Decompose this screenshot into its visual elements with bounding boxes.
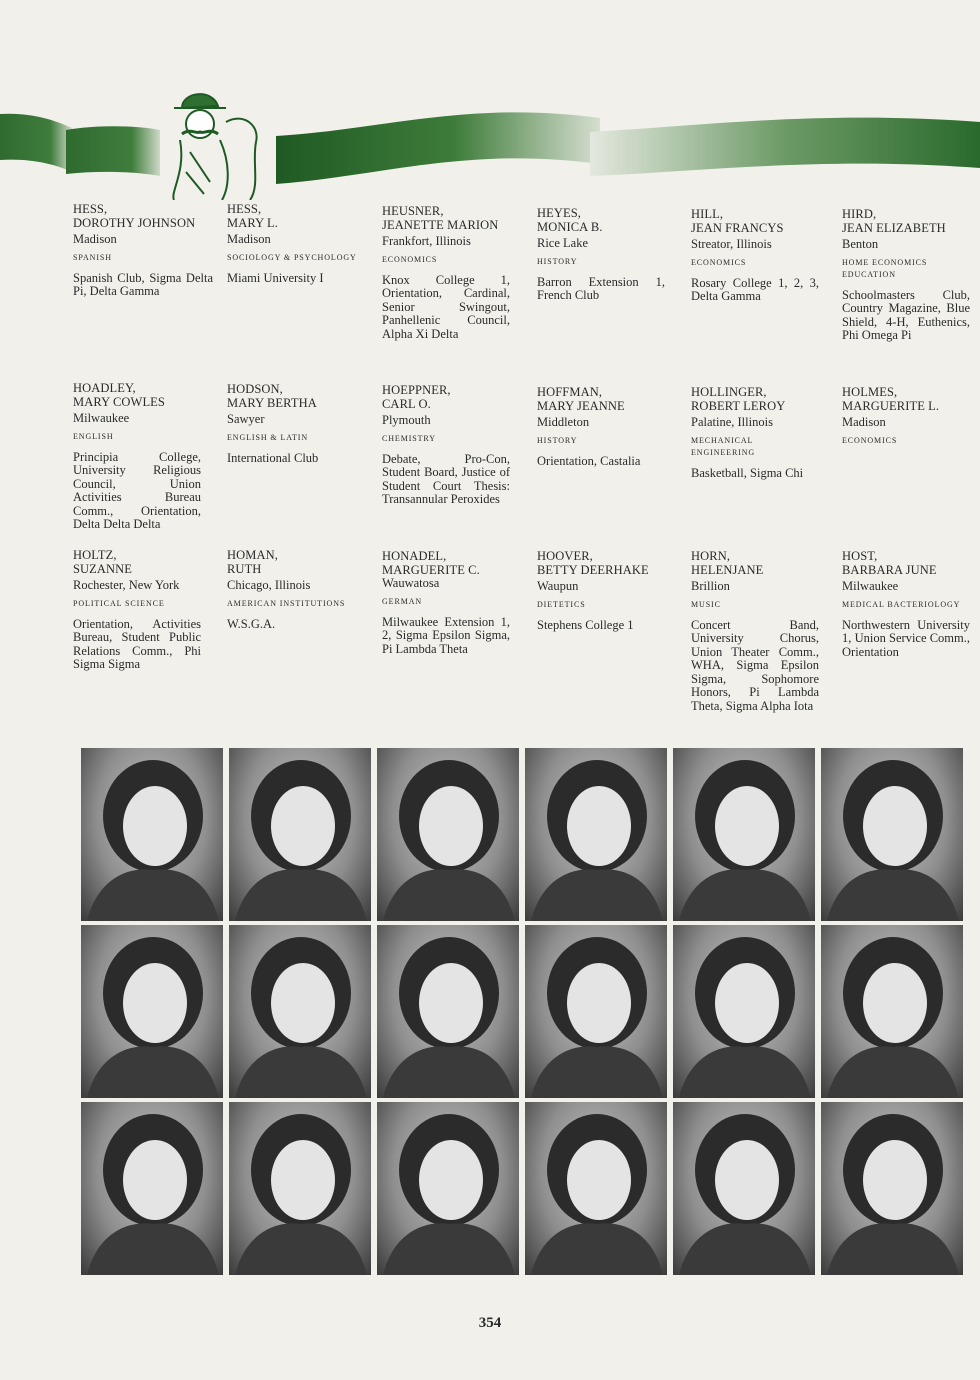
bucky-cartoon-icon (173, 94, 256, 200)
page-number: 354 (478, 1315, 502, 1331)
hometown: Milwaukee (842, 579, 899, 593)
surname: HEYES, (537, 206, 582, 220)
activities: Northwestern University 1, Union Service Comm., Orientation (842, 617, 970, 659)
hometown: Sawyer (227, 412, 265, 426)
hometown: Rochester, New York (73, 578, 180, 592)
given-names: CARL O. (382, 396, 431, 411)
student-entry (227, 383, 355, 465)
major: AMERICAN INSTITUTIONS (227, 598, 346, 608)
portrait-silhouette-icon (229, 1102, 371, 1275)
student-portrait (821, 925, 963, 1098)
hometown: Waupun (537, 579, 579, 593)
major: MECHANICAL ENGINEERING (691, 435, 756, 457)
student-entry (842, 208, 970, 343)
given-names: MARY BERTHA (227, 395, 317, 410)
hometown: Brillion (691, 579, 730, 593)
student-portrait (525, 925, 667, 1098)
hometown: Milwaukee (73, 411, 130, 425)
given-names: RUTH (227, 561, 262, 576)
portrait-silhouette-icon (81, 1102, 223, 1275)
hometown: Benton (842, 237, 879, 251)
activities: Rosary College 1, 2, 3, Delta Gamma (691, 275, 819, 303)
major: DIETETICS (537, 599, 586, 609)
student-portrait (377, 925, 519, 1098)
student-portrait (821, 1102, 963, 1275)
hometown: Madison (227, 232, 271, 246)
major: HISTORY (537, 435, 578, 445)
surname: HEUSNER, (382, 204, 444, 218)
student-portrait (673, 1102, 815, 1275)
student-entry (382, 550, 510, 656)
portrait-silhouette-icon (673, 1102, 815, 1275)
student-portrait (81, 748, 223, 921)
activities: Principia College, University Religious Council, Union Activities Bureau Comm., Orientation, Delta Delta Delta (73, 449, 201, 531)
portrait-silhouette-icon (229, 925, 371, 1098)
given-names: ROBERT LEROY (691, 398, 786, 413)
activities: Debate, Pro-Con, Student Board, Justice of Student Court Thesis: Transannular Peroxides (382, 451, 510, 506)
portrait-silhouette-icon (525, 1102, 667, 1275)
hometown: Madison (73, 232, 117, 246)
student-entry (382, 384, 510, 507)
student-portrait (229, 925, 371, 1098)
student-portrait (229, 1102, 371, 1275)
surname: HIRD, (842, 207, 877, 221)
major: HOME ECONOMICS EDUCATION (842, 257, 928, 279)
portrait-silhouette-icon (673, 925, 815, 1098)
major: MUSIC (691, 599, 721, 609)
hometown: Plymouth (382, 413, 431, 427)
portrait-silhouette-icon (673, 748, 815, 921)
major: ECONOMICS (382, 254, 438, 264)
portrait-silhouette-icon (525, 748, 667, 921)
activities: W.S.G.A. (227, 616, 276, 631)
student-entry (73, 549, 201, 672)
given-names: MONICA B. (537, 219, 603, 234)
major: SPANISH (73, 252, 112, 262)
activities: International Club (227, 450, 319, 465)
given-names: JEAN FRANCYS (691, 220, 784, 235)
student-entry (227, 203, 367, 285)
hometown: Rice Lake (537, 236, 589, 250)
student-entry (691, 208, 819, 304)
portrait-grid (81, 748, 961, 1278)
activities: Stephens College 1 (537, 617, 634, 632)
surname: HORN, (691, 549, 731, 563)
hometown: Palatine, Illinois (691, 415, 773, 429)
student-entry (227, 549, 357, 631)
portrait-silhouette-icon (377, 748, 519, 921)
surname: HOLMES, (842, 385, 898, 399)
student-portrait (377, 1102, 519, 1275)
student-entry (73, 203, 213, 299)
surname: HODSON, (227, 382, 283, 396)
major: ECONOMICS (691, 257, 747, 267)
portrait-silhouette-icon (821, 1102, 963, 1275)
surname: HOLTZ, (73, 548, 117, 562)
given-names: SUZANNE (73, 561, 133, 576)
activities: Basketball, Sigma Chi (691, 465, 804, 480)
ribbon-banner (0, 80, 980, 200)
student-entry (537, 207, 665, 303)
activities: Orientation, Activities Bureau, Student Public Relations Comm., Phi Sigma Sigma (73, 616, 201, 671)
activities: Spanish Club, Sigma Delta Pi, Delta Gamma (73, 270, 213, 298)
hometown: Frankfort, Illinois (382, 234, 471, 248)
student-portrait (673, 925, 815, 1098)
student-portrait (821, 748, 963, 921)
activities: Schoolmasters Club, Country Magazine, Blue Shield, 4-H, Euthenics, Phi Omega Pi (842, 287, 970, 342)
surname: HOMAN, (227, 548, 278, 562)
surname: HOOVER, (537, 549, 593, 563)
activities: Knox College 1, Orientation, Cardinal, Senior Swingout, Panhellenic Council, Alpha Xi Delta (382, 272, 510, 341)
surname: HOLLINGER, (691, 385, 767, 399)
student-portrait (81, 1102, 223, 1275)
surname: HESS, (73, 202, 108, 216)
major: ENGLISH & LATIN (227, 432, 309, 442)
major: MEDICAL BACTERIOLOGY (842, 599, 961, 609)
given-names: MARY L. (227, 215, 278, 230)
surname: HILL, (691, 207, 724, 221)
surname: HOST, (842, 549, 878, 563)
given-names: MARY JEANNE (537, 398, 625, 413)
major: HISTORY (537, 256, 578, 266)
portrait-silhouette-icon (81, 925, 223, 1098)
portrait-silhouette-icon (525, 925, 667, 1098)
major: ECONOMICS (842, 435, 898, 445)
hometown: Wauwatosa (382, 576, 440, 590)
given-names: HELENJANE (691, 562, 764, 577)
portrait-silhouette-icon (821, 748, 963, 921)
given-names: BETTY DEERHAKE (537, 562, 649, 577)
major: POLITICAL SCIENCE (73, 598, 165, 608)
student-entry (842, 550, 970, 659)
activities: Concert Band, University Chorus, Union Theater Comm., WHA, Sigma Epsilon Sigma, Sophomore Honors, Pi Lambda Theta, Sigma Alpha Iota (691, 617, 819, 713)
activities: Milwaukee Extension 1, 2, Sigma Epsilon Sigma, Pi Lambda Theta (382, 614, 510, 656)
student-entry (691, 386, 819, 480)
major: GERMAN (382, 596, 423, 606)
student-entry (842, 386, 970, 455)
student-portrait (673, 748, 815, 921)
portrait-silhouette-icon (377, 1102, 519, 1275)
portrait-silhouette-icon (229, 748, 371, 921)
major: SOCIOLOGY & PSYCHOLOGY (227, 252, 357, 262)
surname: HOEPPNER, (382, 383, 451, 397)
given-names: MARGUERITE L. (842, 398, 940, 413)
surname: HOFFMAN, (537, 385, 603, 399)
student-portrait (81, 925, 223, 1098)
student-portrait (377, 748, 519, 921)
surname: HONADEL, (382, 549, 447, 563)
portrait-silhouette-icon (81, 748, 223, 921)
hometown: Middleton (537, 415, 590, 429)
given-names: JEAN ELIZABETH (842, 220, 946, 235)
activities: Barron Extension 1, French Club (537, 274, 665, 302)
hometown: Streator, Illinois (691, 237, 772, 251)
surname: HOADLEY, (73, 381, 136, 395)
hometown: Madison (842, 415, 886, 429)
student-entry (537, 550, 665, 632)
student-entry (691, 550, 819, 713)
given-names: DOROTHY JOHNSON (73, 215, 196, 230)
student-entry (73, 382, 201, 532)
student-portrait (525, 1102, 667, 1275)
student-portrait (525, 748, 667, 921)
portrait-silhouette-icon (377, 925, 519, 1098)
student-entry (537, 386, 665, 468)
activities: Orientation, Castalia (537, 453, 641, 468)
given-names: BARBARA JUNE (842, 562, 937, 577)
major: CHEMISTRY (382, 433, 436, 443)
student-portrait (229, 748, 371, 921)
given-names: MARY COWLES (73, 394, 165, 409)
activities: Miami University I (227, 270, 324, 285)
portrait-silhouette-icon (821, 925, 963, 1098)
given-names: MARGUERITE C. (382, 562, 480, 577)
hometown: Chicago, Illinois (227, 578, 311, 592)
major: ENGLISH (73, 431, 114, 441)
surname: HESS, (227, 202, 262, 216)
student-entry (382, 205, 510, 341)
given-names: JEANETTE MARION (382, 217, 499, 232)
